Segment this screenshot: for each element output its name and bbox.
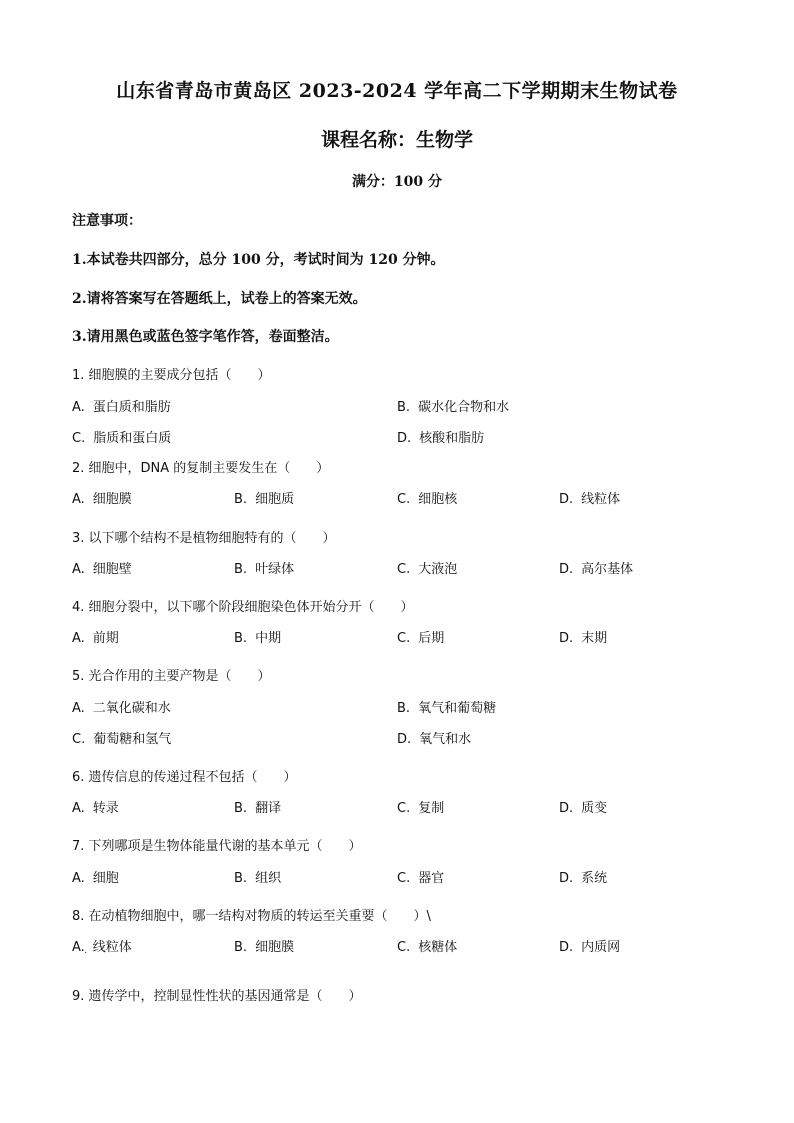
- option: A. 线粒体: [72, 940, 132, 955]
- option: C. 脂质和蛋白质: [72, 431, 172, 446]
- question-stem: 2. 细胞中，DNA 的复制主要发生在（ ）: [72, 461, 330, 476]
- option: A. 细胞膜: [72, 492, 132, 507]
- option: B. 细胞质: [234, 492, 295, 507]
- question-stem: 7. 下列哪项是生物体能量代谢的基本单元（ ）: [72, 839, 362, 854]
- option: D. 高尔基体: [559, 562, 634, 577]
- question-stem: 1. 细胞膜的主要成分包括（ ）: [72, 368, 271, 383]
- option: A. 蛋白质和脂肪: [72, 400, 171, 415]
- option: A. 细胞壁: [72, 562, 132, 577]
- stray-dot: ·: [84, 948, 88, 959]
- option-row: [72, 427, 732, 447]
- option: D. 线粒体: [559, 492, 621, 507]
- option: D. 质变: [559, 801, 608, 816]
- note-item: 3.请用黑色或蓝色签字笔作答，卷面整洁。: [72, 329, 339, 345]
- option: D. 内质网: [559, 940, 621, 955]
- option: B. 氧气和葡萄糖: [397, 701, 497, 716]
- exam-title: 山东省青岛市黄岛区 2023-2024 学年高二下学期期末生物试卷: [116, 80, 678, 102]
- option: C. 细胞核: [397, 492, 458, 507]
- option: D. 末期: [559, 631, 608, 646]
- question-stem: 6. 遗传信息的传递过程不包括（ ）: [72, 770, 297, 785]
- option: B. 翻译: [234, 801, 282, 816]
- option-row: [72, 797, 732, 817]
- notes-heading: 注意事项：: [72, 213, 142, 229]
- option: C. 大液泡: [397, 562, 458, 577]
- note-item: 1.本试卷共四部分，总分 100 分，考试时间为 120 分钟。: [72, 252, 445, 268]
- question-stem: 3. 以下哪个结构不是植物细胞特有的（ ）: [72, 531, 336, 546]
- question-stem: 5. 光合作用的主要产物是（ ）: [72, 669, 271, 684]
- option-row: [72, 728, 732, 748]
- option: A. 二氧化碳和水: [72, 701, 171, 716]
- option-row: [72, 867, 732, 887]
- option: B. 碳水化合物和水: [397, 400, 510, 415]
- option: A. 前期: [72, 631, 119, 646]
- option: B. 细胞膜: [234, 940, 295, 955]
- question-stem: 8. 在动植物细胞中，哪一结构对物质的转运至关重要（ ）\: [72, 909, 431, 924]
- question-stem: 9. 遗传学中，控制显性性状的基因通常是（ ）: [72, 989, 362, 1004]
- option: A. 转录: [72, 801, 119, 816]
- option-row: [72, 488, 732, 508]
- full-score: 满分：100 分: [351, 174, 443, 190]
- option: D. 核酸和脂肪: [397, 431, 485, 446]
- option: C. 后期: [397, 631, 445, 646]
- option: B. 组织: [234, 871, 282, 886]
- course-name: 课程名称：生物学: [320, 129, 473, 151]
- option-row: [72, 396, 732, 416]
- note-item: 2.请将答案写在答题纸上，试卷上的答案无效。: [72, 291, 367, 307]
- option: D. 氧气和水: [397, 732, 472, 747]
- option-row: [72, 558, 732, 578]
- option: B. 叶绿体: [234, 562, 295, 577]
- option: C. 器官: [397, 871, 445, 886]
- option-row: [72, 627, 732, 647]
- option-row: [72, 936, 732, 956]
- option: C. 复制: [397, 801, 445, 816]
- question-stem: 4. 细胞分裂中，以下哪个阶段细胞染色体开始分开（ ）: [72, 600, 414, 615]
- option: B. 中期: [234, 631, 282, 646]
- option: C. 葡萄糖和氢气: [72, 732, 172, 747]
- option: D. 系统: [559, 871, 608, 886]
- option: A. 细胞: [72, 871, 119, 886]
- option-row: [72, 697, 732, 717]
- option: C. 核糖体: [397, 940, 458, 955]
